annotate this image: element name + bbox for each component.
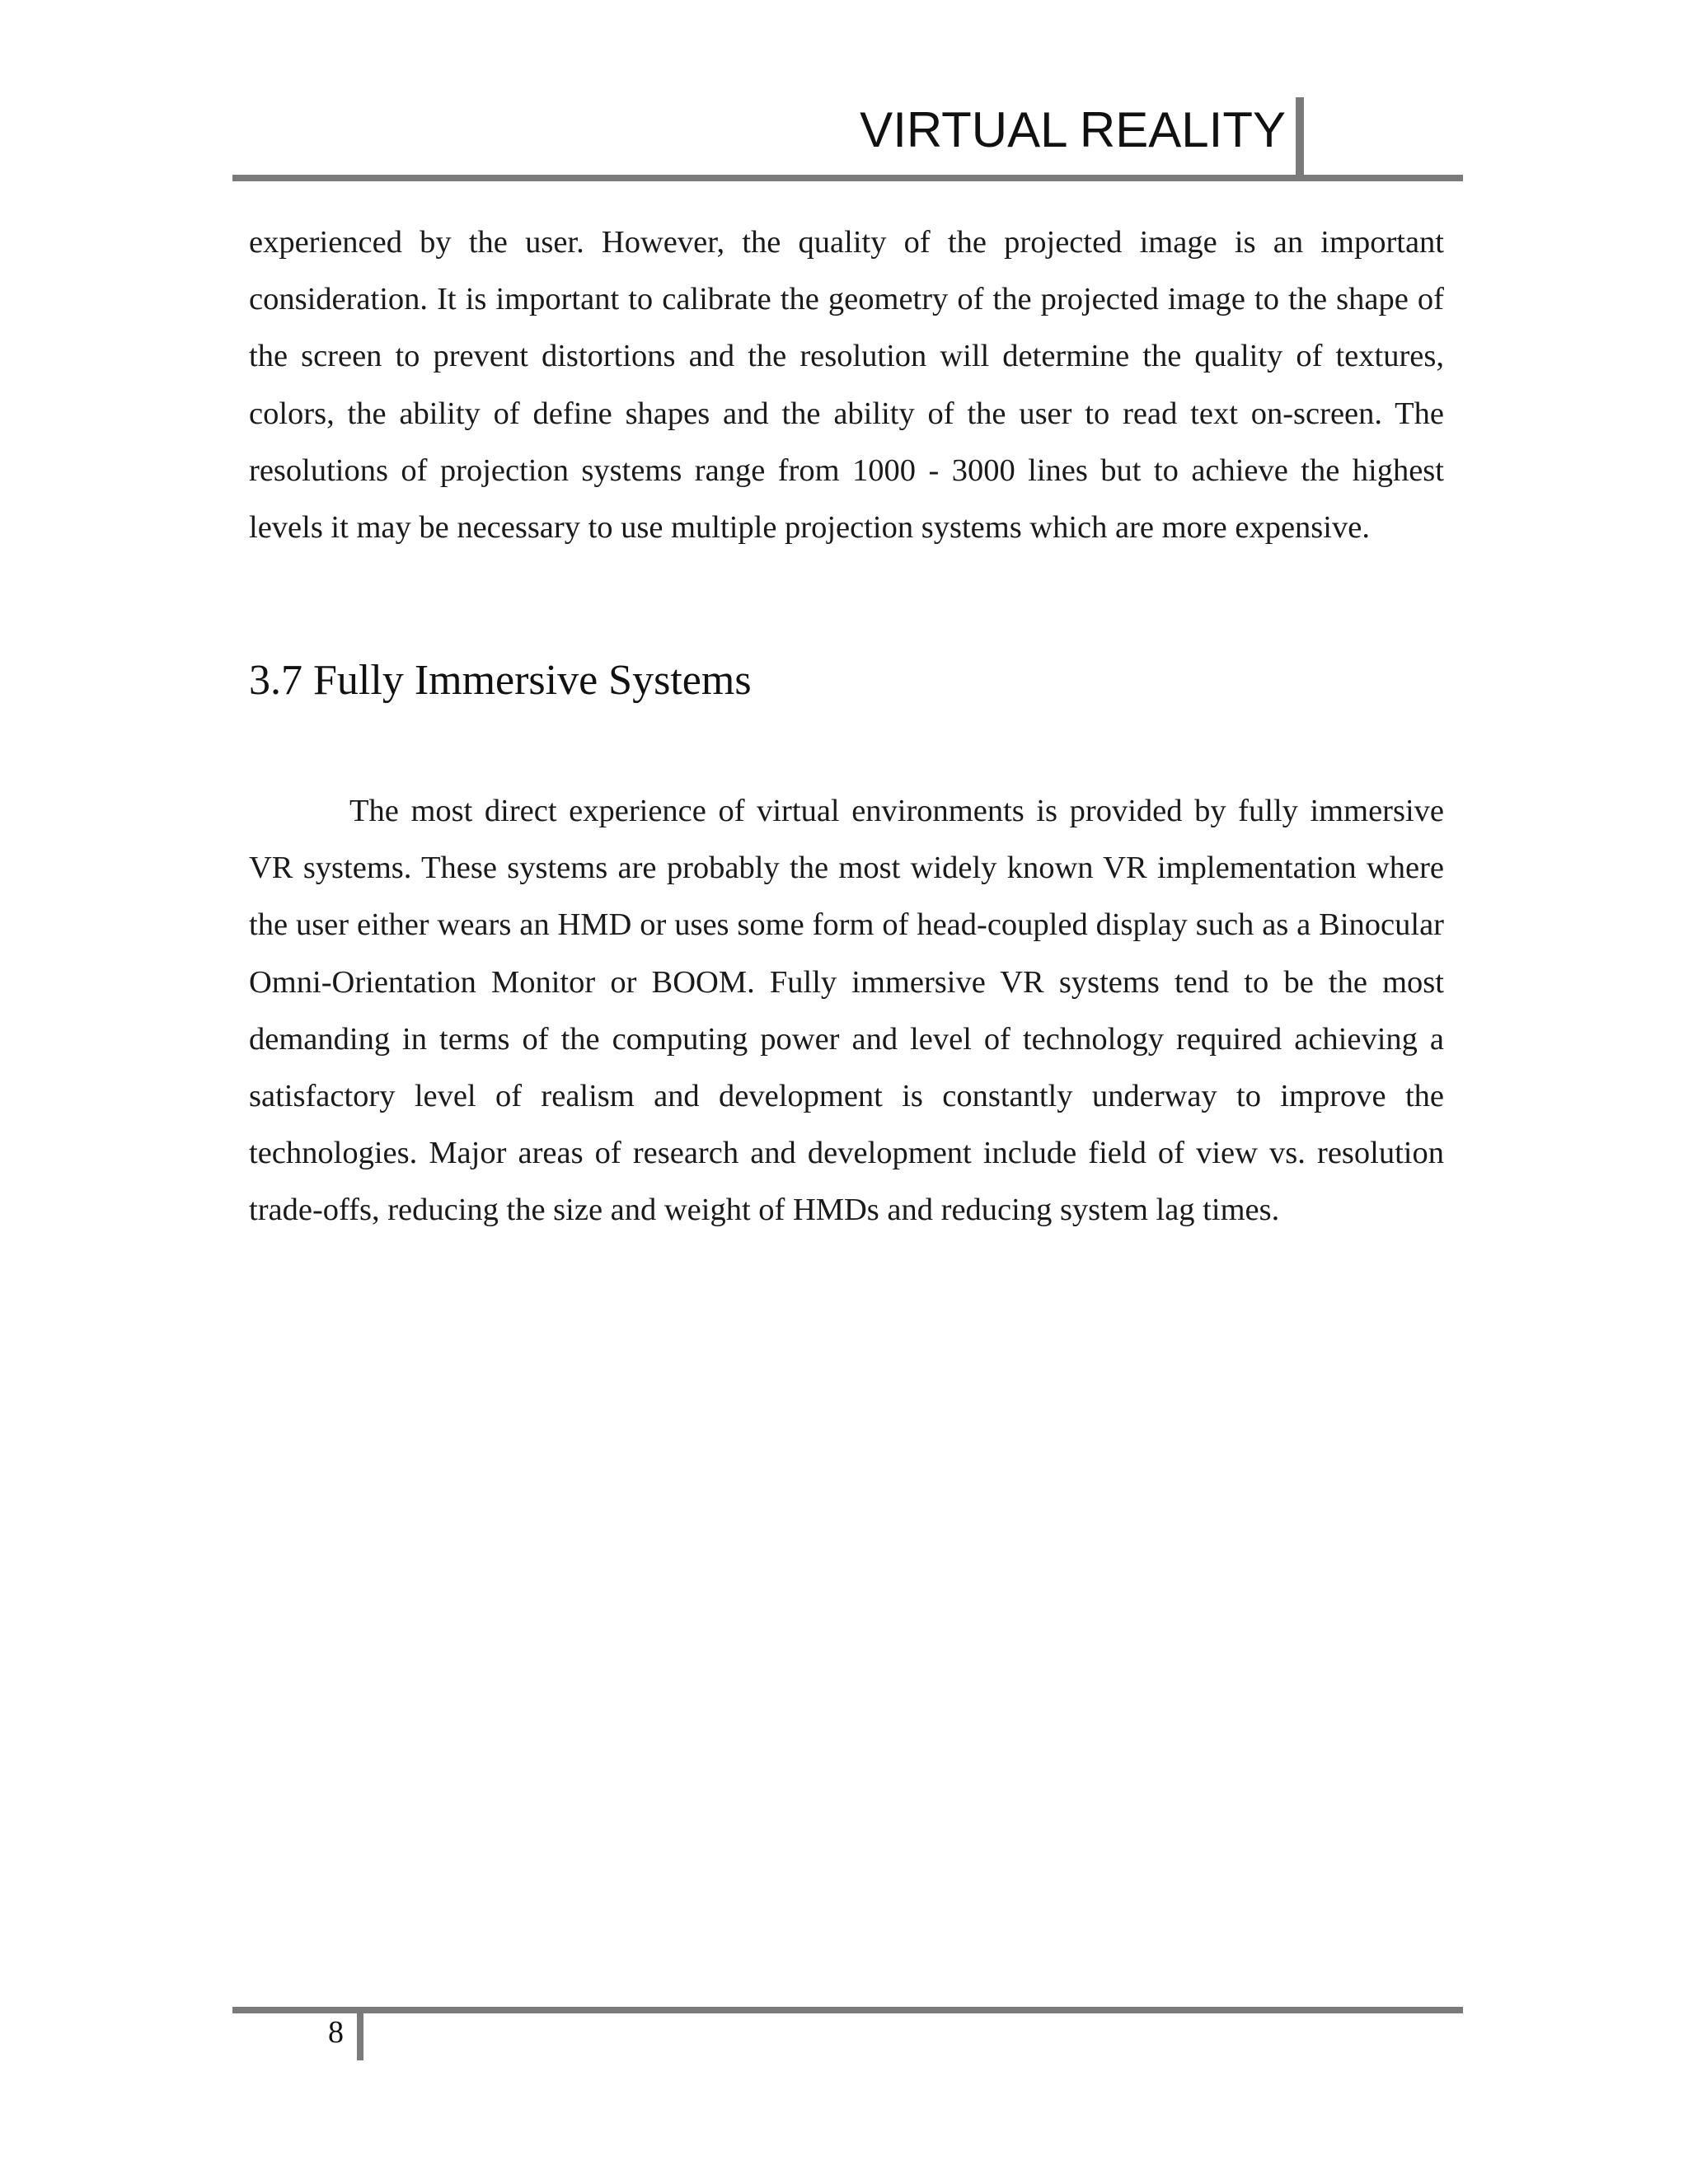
header-rule xyxy=(232,175,1463,181)
footer-vertical-bar xyxy=(357,2011,363,2060)
header-vertical-bar xyxy=(1296,97,1304,180)
body-paragraph-fully-immersive: The most direct experience of virtual environments is provided by fully immersive VR systems. These systems are probably the most widely known VR implementation where the user either wears an HMD or uses some form of head-coupled display such as a Binocular Omni-Orientation Monitor or BOOM. Fully immersive VR systems tend to be the most demanding in terms of the computing power and level of technology required achieving a satisfactory level of realism and development is constantly underway to improve the technologies. Major areas of research and development include field of view vs. resolution trade-offs, reducing the size and weight of HMDs and reducing system lag times. xyxy=(249,794,1444,1228)
body-paragraph-continued: experienced by the user. However, the quality of the projected image is an important consideration. It is important to calibrate the geometry of the projected image to the shape of the screen to prevent distortions and the resolution will determine the quality of textures, colors, the ability of define shapes and the ability of the user to read text on-screen. The resolutions of projection systems range from 1000 - 3000 lines but to achieve the highest levels it may be necessary to use multiple projection systems which are more expensive. xyxy=(249,225,1444,546)
page-number: 8 xyxy=(328,2015,344,2050)
footer-rule xyxy=(232,2007,1463,2013)
section-heading: 3.7 Fully Immersive Systems xyxy=(249,657,752,704)
running-header-title: VIRTUAL REALITY xyxy=(860,102,1286,157)
